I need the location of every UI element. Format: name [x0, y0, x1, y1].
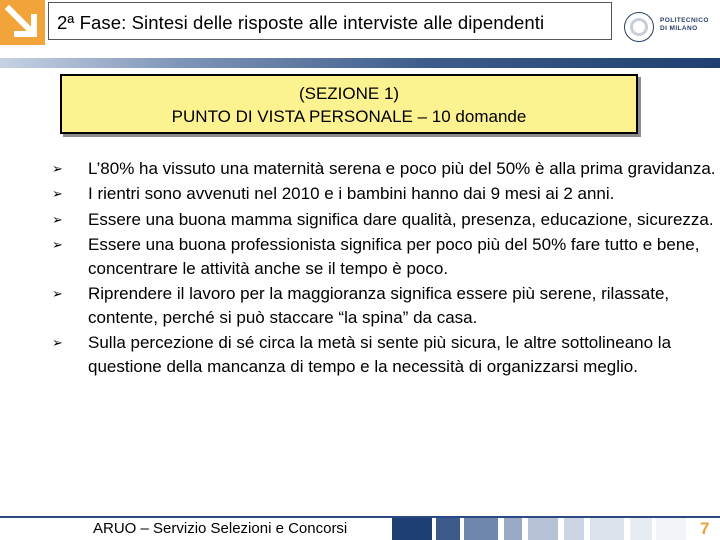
- list-item: [48, 233, 718, 281]
- bullet-arrow-icon: ➢: [52, 236, 63, 252]
- bullet-arrow-icon: ➢: [52, 286, 63, 302]
- bullet-list: [48, 157, 718, 381]
- list-item: [48, 331, 718, 379]
- footer-decorative-bars: [392, 518, 686, 540]
- list-item: [48, 157, 718, 181]
- bullet-text: Essere una buona mamma significa dare qualità, presenza, educazione, sicurezza.: [88, 209, 714, 229]
- section-subtitle: PUNTO DI VISTA PERSONALE – 10 domande: [171, 107, 527, 126]
- polimi-logo: [618, 4, 720, 52]
- header-band: [0, 58, 720, 68]
- list-item: [48, 182, 718, 206]
- bullet-arrow-icon: ➢: [52, 335, 63, 351]
- slide-header: [0, 0, 720, 60]
- section-box: [60, 74, 638, 134]
- bullet-text: Riprendere il lavoro per la maggioranza significa essere più serene, rilassate, contente, perché si può staccare “la spina” da casa.: [88, 284, 670, 328]
- bullet-arrow-icon: ➢: [52, 186, 63, 202]
- university-seal-icon: [624, 12, 654, 42]
- slide-title: 2ª Fase: Sintesi delle risposte alle interviste alle dipendenti: [57, 12, 545, 33]
- logo-text: [660, 17, 709, 33]
- arrow-logo-icon: [0, 0, 45, 45]
- page-number: 7: [700, 519, 710, 538]
- list-item: [48, 282, 718, 330]
- bullet-text: Sulla percezione di sé circa la metà si sente più sicura, le altre sottolineano la questione della mancanza di tempo e la necessità di organizzarsi meglio.: [88, 333, 672, 377]
- section-label: (SEZIONE 1): [298, 84, 400, 103]
- logo-line-2: DI MILANO: [660, 25, 698, 32]
- list-item: [48, 208, 718, 232]
- bullet-arrow-icon: ➢: [52, 211, 63, 227]
- footer-text: ARUO – Servizio Selezioni e Concorsi: [93, 520, 348, 537]
- title-box: [48, 2, 612, 40]
- bullet-text: Essere una buona professionista significa per poco più del 50% fare tutto e bene, concentrare le attività anche se il tempo è poco.: [88, 234, 700, 278]
- bullet-arrow-icon: ➢: [52, 161, 63, 176]
- bullet-text: L’80% ha vissuto una maternità serena e poco più del 50% è alla prima gravidanza.: [88, 159, 716, 178]
- logo-line-1: POLITECNICO: [660, 17, 709, 24]
- bullet-text: I rientri sono avvenuti nel 2010 e i bambini hanno dai 9 mesi ai 2 anni.: [88, 184, 615, 204]
